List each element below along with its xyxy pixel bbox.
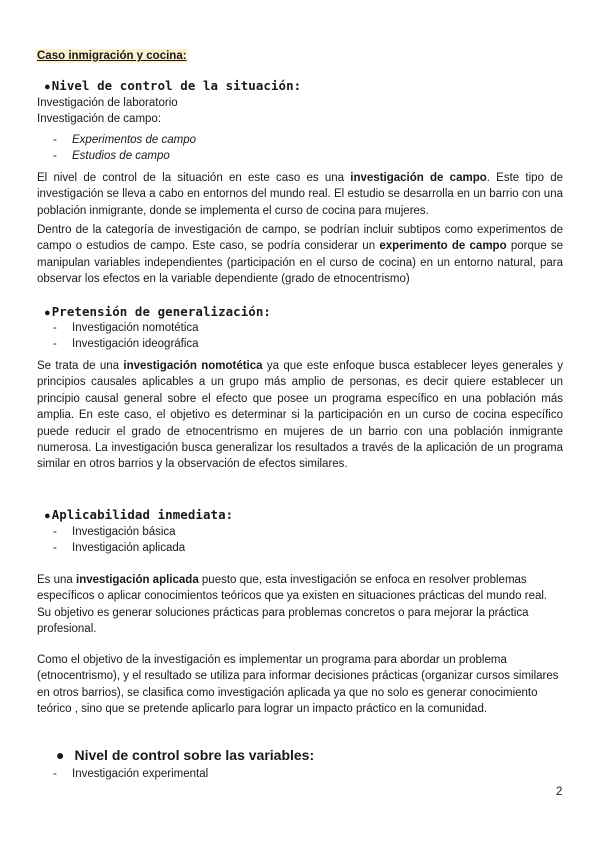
- list-item: - Investigación experimental: [53, 768, 209, 780]
- bullet-icon: ●: [56, 747, 65, 763]
- line-campo: Investigación de campo:: [37, 113, 162, 125]
- list-item: - Investigación nomotética: [53, 322, 199, 334]
- list-item: - Investigación ideográfica: [53, 338, 199, 350]
- bullet-icon: ●: [44, 81, 51, 93]
- heading-control-variables: ● Nivel de control sobre las variables:: [56, 747, 315, 763]
- heading-aplicabilidad: ●Aplicabilidad inmediata:: [44, 507, 234, 522]
- list-item: - Investigación básica: [53, 526, 176, 538]
- paragraph-aplicabilidad-1: Es una investigación aplicada puesto que, esta investigación se enfoca en resolver problemas específicos o aplicar conocimientos teóricos que ya existen en situaciones prácticas del mundo real. Su objetivo es generar soluciones prácticas para problemas concretos o para mejorar la práctica profesional.: [37, 574, 548, 636]
- page-number: 2: [556, 786, 563, 798]
- generalizacion-list: [53, 320, 199, 352]
- document-title: Caso inmigración y cocina:: [37, 50, 187, 62]
- list-item: - Investigación aplicada: [53, 542, 186, 554]
- paragraph-control-situacion-1: El nivel de control de la situación en este caso es una investigación de campo. Este tipo de investigación se lleva a cabo en entornos del mundo real. El estudio se desarrolla en un barrio con una población inmigrante, donde se implementa el curso de cocina para mujeres.: [37, 172, 563, 217]
- list-item: - Experimentos de campo: [53, 134, 197, 146]
- control-variables-list: [53, 766, 208, 782]
- paragraph-aplicabilidad-2: Como el objetivo de la investigación es implementar un programa para abordar un problema (etnocentrismo), y el resultado se utiliza para informar decisiones prácticas (organizar cursos similares en otros barrios), se clasifica como investigación aplicada ya que no solo es generar conocimiento teórico , sino que se pretende aplicarlo para lograr un impacto práctico en la comunidad.: [37, 654, 559, 716]
- bullet-icon: ●: [44, 510, 51, 522]
- paragraph-control-situacion-2: Dentro de la categoría de investigación de campo, se podrían incluir subtipos como experimentos de campo o estudios de campo. Este caso, se podría considerar un experimento de campo porque se manipulan variables independientes (participación en el curso de cocina) en un entorno natural, para observar los efectos en la variable dependiente (grado de etnocentrismo): [37, 224, 563, 286]
- bullet-icon: ●: [44, 307, 51, 319]
- heading-control-situacion: ●Nivel de control de la situación:: [44, 78, 302, 93]
- line-laboratorio: Investigación de laboratorio: [37, 97, 178, 109]
- list-item: - Estudios de campo: [53, 150, 170, 162]
- paragraph-generalizacion: Se trata de una investigación nomotética ya que este enfoque busca establecer leyes generales y principios causales aplicables a un grupo más amplio de personas, es decir quiere establecer un principio causal general sobre el efecto que posee un programa específico en una población más amplia. En este caso, el objetivo es determinar si la participación en un curso de cocina específico puede reducir el grado de etnocentrismo en mujeres de un barrio con una población inmigrante numerosa. La investigación busca generalizar los resultados a través de la aplicación de un programa similar en otros barrios y la observación de efectos similares.: [37, 360, 563, 471]
- aplicabilidad-list: [53, 524, 185, 556]
- heading-generalizacion: ●Pretensión de generalización:: [44, 304, 271, 319]
- subitem-list: [53, 132, 196, 164]
